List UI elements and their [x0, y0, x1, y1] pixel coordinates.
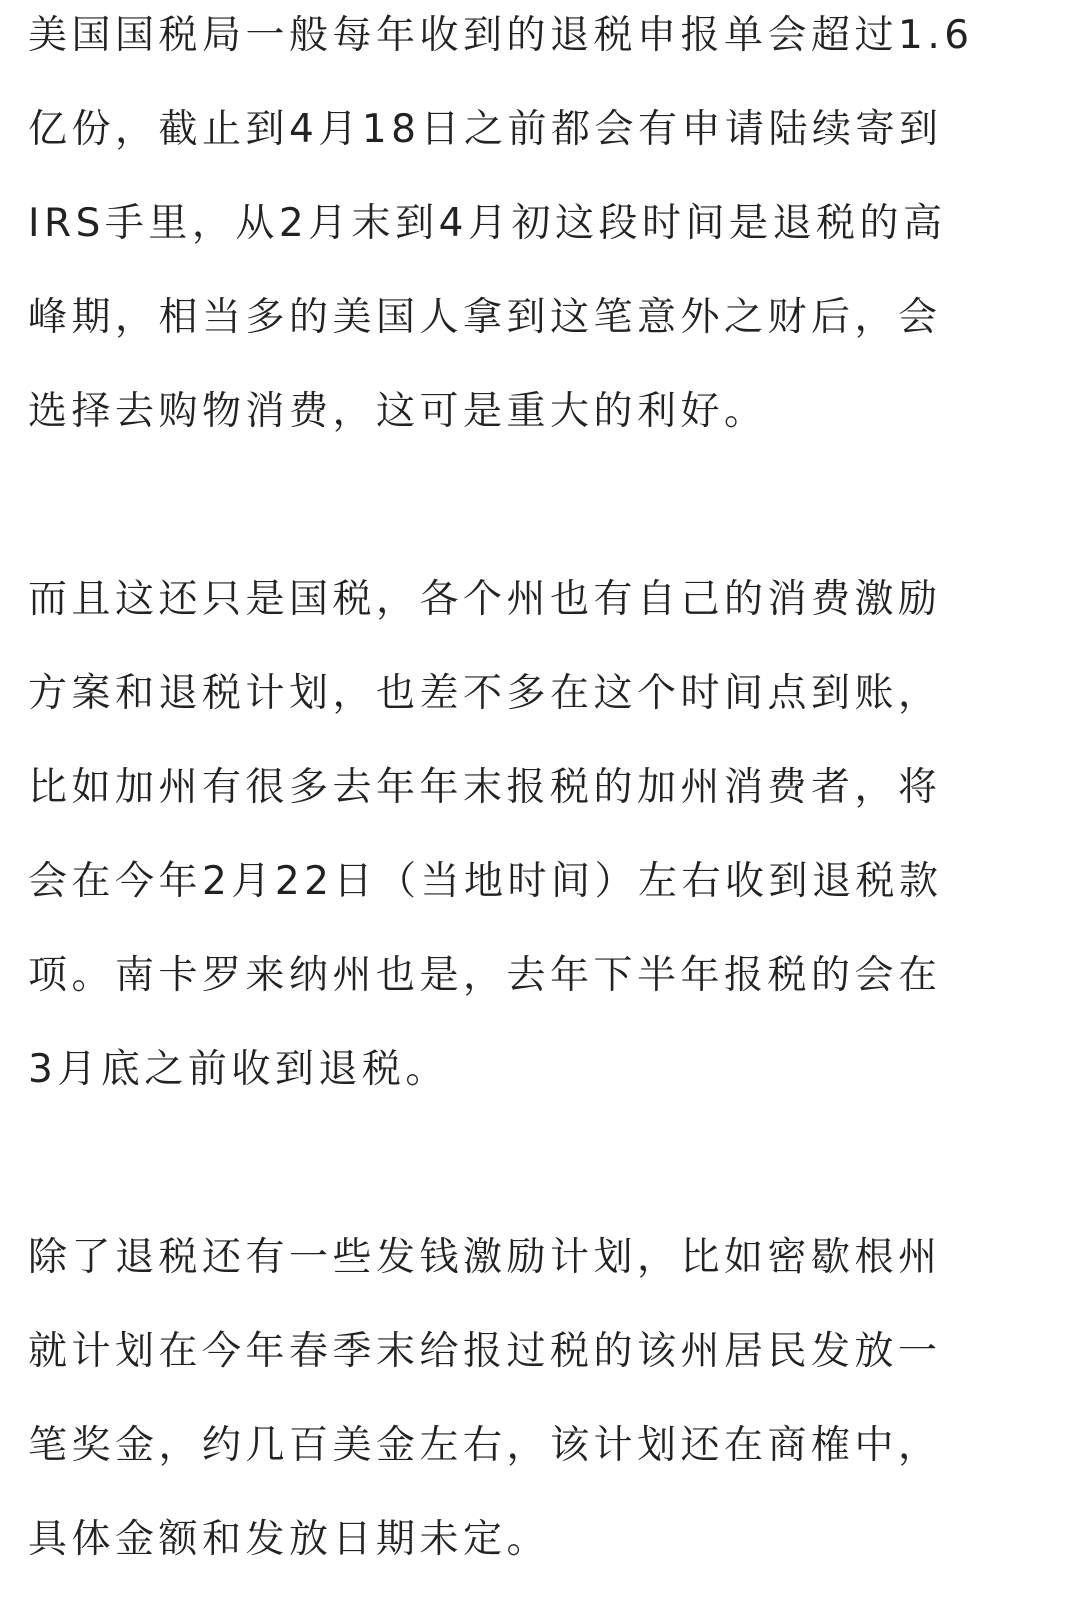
text-line: IRS手里，从2月末到4月初这段时间是退税的高 [28, 201, 947, 246]
text-line: 3月底之前收到退税。 [28, 1047, 449, 1092]
paragraph-state-refunds [28, 564, 1058, 1128]
text-line: 除了退税还有一些发钱激励计划，比如密歇根州 [28, 1235, 942, 1280]
text-line: 项。南卡罗来纳州也是，去年下半年报税的会在 [28, 953, 942, 998]
text-line: 会在今年2月22日（当地时间）左右收到退税款 [28, 859, 943, 904]
text-line: 美国国税局一般每年收到的退税申报单会超过1.6 [28, 13, 974, 58]
text-line: 方案和退税计划，也差不多在这个时间点到账， [28, 671, 942, 716]
text-line: 而且这还只是国税，各个州也有自己的消费激励 [28, 577, 942, 622]
article-body [28, 0, 1058, 1598]
text-line: 选择去购物消费，这可是重大的利好。 [28, 389, 768, 434]
text-line: 亿份，截止到4月18日之前都会有申请陆续寄到 [28, 107, 943, 152]
text-line: 具体金额和发放日期未定。 [28, 1517, 551, 1562]
text-line: 峰期，相当多的美国人拿到这笔意外之财后，会 [28, 295, 942, 340]
text-line: 就计划在今年春季末给报过税的该州居民发放一 [28, 1329, 942, 1374]
paragraph-incentive-plans [28, 1222, 1058, 1598]
text-line: 笔奖金，约几百美金左右，该计划还在商榷中， [28, 1423, 942, 1468]
paragraph-irs-refunds [28, 0, 1058, 470]
text-line: 比如加州有很多去年年末报税的加州消费者，将 [28, 765, 942, 810]
paragraph-spacer [28, 1128, 1058, 1222]
paragraph-spacer [28, 470, 1058, 564]
